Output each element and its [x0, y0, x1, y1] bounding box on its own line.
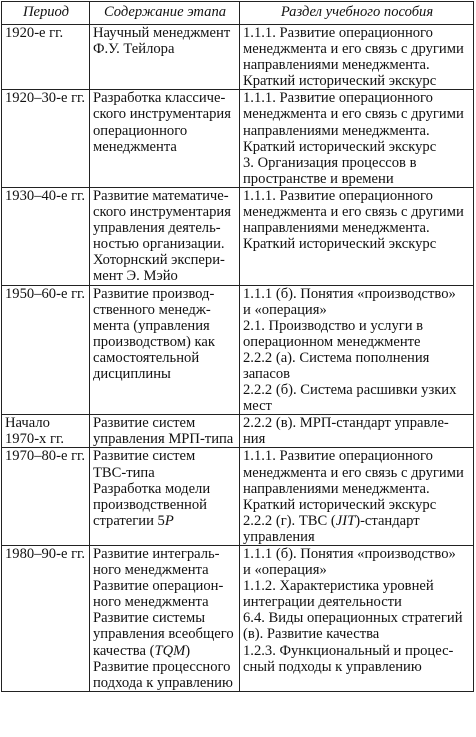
section-line: менеджмента и его связь с другими [243, 204, 464, 221]
header-period: Период [2, 2, 90, 25]
section-line: 1.1.1. Развитие операционного [243, 90, 433, 107]
section-line: пространстве и времени [243, 170, 394, 187]
content-line: ского инструментария [93, 204, 231, 221]
section-line: направлениями менеджмента. [243, 220, 430, 237]
content-line: управления деятель- [93, 220, 221, 237]
content-line: Развитие производ- [93, 285, 215, 302]
period-cell [2, 448, 90, 546]
content-line: производством) как [93, 333, 215, 350]
section-line: мест [243, 398, 272, 415]
section-line: запасов [243, 365, 291, 382]
period-cell [2, 546, 90, 692]
content-line: Разработка классиче- [93, 90, 226, 107]
section-cell [240, 415, 474, 448]
table-row [2, 546, 474, 692]
table-row [2, 415, 474, 448]
content-cell [90, 187, 240, 285]
section-line: направлениями менеджмента. [243, 122, 430, 139]
section-line: 1.1.1. Развитие операционного [243, 187, 433, 204]
content-line: Развитие математиче- [93, 187, 229, 204]
period-cell [2, 25, 90, 90]
table-row [2, 187, 474, 285]
section-line: Краткий исторический экскурс [243, 138, 437, 155]
period-line: Начало [5, 415, 50, 432]
period-line: 1920-е гг. [5, 25, 64, 41]
section-line: Краткий исторический экскурс [243, 496, 437, 513]
section-line: менеджмента и его связь с другими [243, 41, 464, 58]
section-line: операционном менеджменте [243, 333, 421, 350]
period-line: 1970-х гг. [5, 431, 64, 448]
content-line: качества (TQM) [93, 642, 191, 659]
section-line: управления [243, 528, 315, 545]
period-line: 1930–40-е гг. [5, 187, 86, 204]
content-line: Развитие процессного [93, 658, 231, 675]
period-line: 1980–90-е гг. [5, 546, 86, 562]
content-cell [90, 448, 240, 546]
header-row [2, 2, 474, 25]
section-line: Краткий исторический экскурс [243, 73, 437, 90]
period-line: 1920–30-е гг. [5, 90, 86, 107]
section-cell [240, 187, 474, 285]
period-line: 1950–60-е гг. [5, 285, 86, 302]
table-row [2, 90, 474, 188]
content-cell [90, 25, 240, 90]
content-cell [90, 546, 240, 692]
content-line: дисциплины [93, 365, 171, 382]
section-line: 1.1.1 (б). Понятия «производство» [243, 546, 456, 562]
section-line: направлениями менеджмента. [243, 480, 430, 497]
content-line: Разработка модели [93, 480, 211, 497]
content-line: Ф.У. Тейлора [93, 41, 175, 58]
section-cell [240, 546, 474, 692]
period-line: 1970–80-е гг. [5, 448, 86, 465]
content-line: ностью организации. [93, 236, 225, 253]
content-cell [90, 415, 240, 448]
section-line: 2.1. Производство и услуги в [243, 317, 424, 334]
content-line: ского инструментария [93, 106, 231, 123]
section-line: 2.2.2 (а). Система пополнения [243, 349, 430, 366]
section-line: 1.1.2. Характеристика уровней [243, 578, 434, 595]
content-line: Развитие системы [93, 610, 206, 627]
section-line: 1.1.1 (б). Понятия «производство» [243, 285, 456, 302]
section-line: 2.2.2 (г). ТВС (JIT)-стандарт [243, 512, 420, 529]
content-line: менеджмента [93, 138, 177, 155]
section-line: менеджмента и его связь с другими [243, 464, 464, 481]
table-row [2, 25, 474, 90]
section-line: 1.2.3. Функциональный и процес- [243, 642, 454, 659]
section-line: направлениями менеджмента. [243, 57, 430, 74]
section-cell [240, 285, 474, 415]
table-row [2, 448, 474, 546]
table-row [2, 285, 474, 415]
content-line: операционного [93, 122, 188, 139]
content-line: Научный менеджмент [93, 25, 231, 41]
content-line: Развитие систем [93, 448, 196, 465]
period-cell [2, 90, 90, 188]
section-line: Краткий исторический экскурс [243, 236, 437, 253]
section-line: 1.1.1. Развитие операционного [243, 448, 433, 465]
section-line: ния [243, 431, 266, 448]
section-line: (в). Развитие качества [243, 626, 380, 643]
section-line: интеграции деятельности [243, 594, 402, 611]
content-line: ного менеджмента [93, 562, 209, 579]
section-line: 2.2.2 (в). МРП-стандарт управле- [243, 415, 449, 432]
content-line: Развитие интеграль- [93, 546, 220, 562]
content-line: ного менеджмента [93, 594, 209, 611]
section-line: и «операция» [243, 301, 327, 318]
history-table [1, 1, 474, 692]
period-cell [2, 187, 90, 285]
section-line: менеджмента и его связь с другими [243, 106, 464, 123]
content-line: подхода к управлению [93, 674, 233, 691]
content-line: управления МРП-типа [93, 431, 234, 448]
table-body [2, 25, 474, 692]
content-line: Хоторнский экспери- [93, 252, 225, 269]
header-section: Раздел учебного пособия [240, 2, 474, 25]
period-cell [2, 415, 90, 448]
content-line: ственного менедж- [93, 301, 211, 318]
content-cell [90, 90, 240, 188]
section-line: 1.1.1. Развитие операционного [243, 25, 433, 41]
content-line: производственной [93, 496, 207, 513]
header-content: Содержание этапа [90, 2, 240, 25]
content-line: ТВС-типа [93, 464, 155, 481]
content-cell [90, 285, 240, 415]
content-line: мента (управления [93, 317, 210, 334]
section-line: и «операция» [243, 562, 327, 579]
content-line: самостоятельной [93, 349, 200, 366]
section-line: 3. Организация процессов в [243, 154, 417, 171]
period-cell [2, 285, 90, 415]
section-cell [240, 448, 474, 546]
section-cell [240, 25, 474, 90]
content-line: Развитие систем [93, 415, 196, 432]
section-line: 6.4. Виды операционных стратегий [243, 610, 463, 627]
content-line: Развитие операцион- [93, 578, 224, 595]
content-line: мент Э. Мэйо [93, 268, 178, 285]
section-cell [240, 90, 474, 188]
content-line: стратегии 5P [93, 512, 174, 529]
section-line: сный подходы к управлению [243, 658, 422, 675]
content-line: управления всеобщего [93, 626, 234, 643]
section-line: 2.2.2 (б). Система расшивки узких [243, 382, 457, 399]
